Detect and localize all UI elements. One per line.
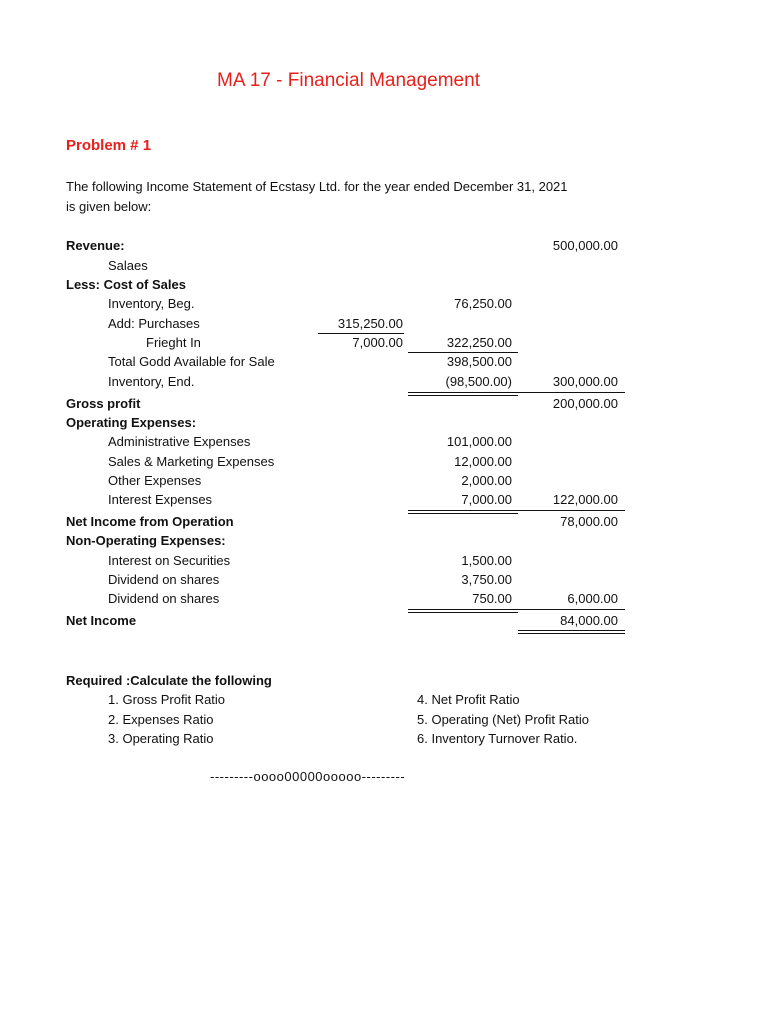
purchases-value: 315,250.00 — [337, 316, 403, 331]
inventory-beg-value: 76,250.00 — [454, 296, 512, 311]
inventory-beg-label: Inventory, Beg. — [108, 296, 195, 311]
expenses-rule — [408, 510, 518, 511]
other-expenses-row — [0, 473, 768, 492]
cost-of-sales-rule — [518, 392, 625, 393]
cost-of-sales-total: 300,000.00 — [552, 374, 618, 389]
freight-row — [0, 335, 768, 354]
sales-marketing-label: Sales & Marketing Expenses — [108, 454, 275, 469]
inventory-beg-row — [0, 296, 768, 315]
goods-available-value: 398,500.00 — [446, 354, 512, 369]
non-operating-label: Non-Operating Expenses: — [66, 533, 226, 548]
dividend-row-1 — [0, 572, 768, 591]
admin-label: Administrative Expenses — [108, 434, 251, 449]
net-income-bottom-rule-2 — [518, 633, 625, 634]
net-income-operation-value: 78,000.00 — [560, 514, 618, 529]
required-item-4: 4. Net Profit Ratio — [417, 692, 520, 707]
sales-label: Salaes — [108, 258, 148, 273]
dividend-value-1: 3,750.00 — [461, 572, 512, 587]
inventory-end-row — [0, 374, 768, 393]
net-income-label: Net Income — [66, 613, 137, 628]
purchases-total-rule — [408, 352, 518, 353]
footer-separator: ---------oooo00000ooooo--------- — [210, 769, 406, 784]
intro-line-1: The following Income Statement of Ecstasy Ltd. for the year ended December 31, 2021 — [66, 179, 568, 194]
required-item-3: 3. Operating Ratio — [108, 731, 214, 746]
revenue-total: 500,000.00 — [552, 238, 618, 253]
gross-profit-label: Gross profit — [66, 396, 141, 411]
non-operating-rule — [408, 609, 518, 610]
cost-of-sales-row — [0, 277, 768, 296]
sales-row — [0, 258, 768, 277]
net-income-top-rule — [518, 609, 625, 610]
freight-label: Frieght In — [146, 335, 201, 350]
required-item-1: 1. Gross Profit Ratio — [108, 692, 226, 707]
dividend-label-1: Dividend on shares — [108, 572, 220, 587]
required-item-5: 5. Operating (Net) Profit Ratio — [417, 712, 589, 727]
operating-expenses-total: 122,000.00 — [552, 492, 618, 507]
interest-expenses-value: 7,000.00 — [461, 492, 512, 507]
problem-heading: Problem # 1 — [66, 137, 152, 154]
interest-securities-label: Interest on Securities — [108, 553, 231, 568]
freight-value: 7,000.00 — [352, 335, 403, 350]
dividend-value-2: 750.00 — [472, 591, 512, 606]
dividend-label-2: Dividend on shares — [108, 591, 220, 606]
inventory-end-value: (98,500.00) — [445, 374, 512, 389]
inventory-end-rule-2 — [408, 395, 518, 396]
operating-expenses-label: Operating Expenses: — [66, 415, 197, 430]
net-income-operation-row — [0, 514, 768, 533]
cost-of-sales-label: Less: Cost of Sales — [66, 277, 186, 292]
net-income-bottom-rule — [518, 630, 625, 631]
interest-securities-row — [0, 553, 768, 572]
admin-value: 101,000.00 — [446, 434, 512, 449]
goods-available-row — [0, 354, 768, 373]
operating-total-rule — [518, 510, 625, 511]
interest-expenses-label: Interest Expenses — [108, 492, 213, 507]
sales-marketing-row — [0, 454, 768, 473]
non-operating-row — [0, 533, 768, 552]
inventory-end-label: Inventory, End. — [108, 374, 195, 389]
purchases-label: Add: Purchases — [108, 316, 200, 331]
non-operating-total: 6,000.00 — [567, 591, 618, 606]
interest-securities-value: 1,500.00 — [461, 553, 512, 568]
required-item-6: 6. Inventory Turnover Ratio. — [417, 731, 578, 746]
admin-row — [0, 434, 768, 453]
net-income-value: 84,000.00 — [560, 613, 618, 628]
required-item-2: 2. Expenses Ratio — [108, 712, 214, 727]
net-income-operation-label: Net Income from Operation — [66, 514, 234, 529]
intro-line-2: is given below: — [66, 199, 152, 214]
sales-marketing-value: 12,000.00 — [454, 454, 512, 469]
goods-available-label: Total Godd Available for Sale — [108, 354, 275, 369]
net-income-row — [0, 613, 768, 632]
revenue-row — [0, 238, 768, 257]
revenue-label: Revenue: — [66, 238, 125, 253]
inventory-end-rule — [408, 392, 518, 393]
interest-expenses-row — [0, 492, 768, 511]
page-title: MA 17 - Financial Management — [217, 70, 480, 91]
required-heading: Required :Calculate the following — [66, 673, 272, 688]
gross-profit-value: 200,000.00 — [552, 396, 618, 411]
dividend-row-2 — [0, 591, 768, 610]
other-expenses-value: 2,000.00 — [461, 473, 512, 488]
purchases-total: 322,250.00 — [446, 335, 512, 350]
gross-profit-row — [0, 396, 768, 415]
operating-expenses-row — [0, 415, 768, 434]
non-operating-rule-2 — [408, 612, 518, 613]
other-expenses-label: Other Expenses — [108, 473, 202, 488]
purchases-subtotal-rule — [318, 333, 404, 334]
expenses-rule-2 — [408, 513, 518, 514]
